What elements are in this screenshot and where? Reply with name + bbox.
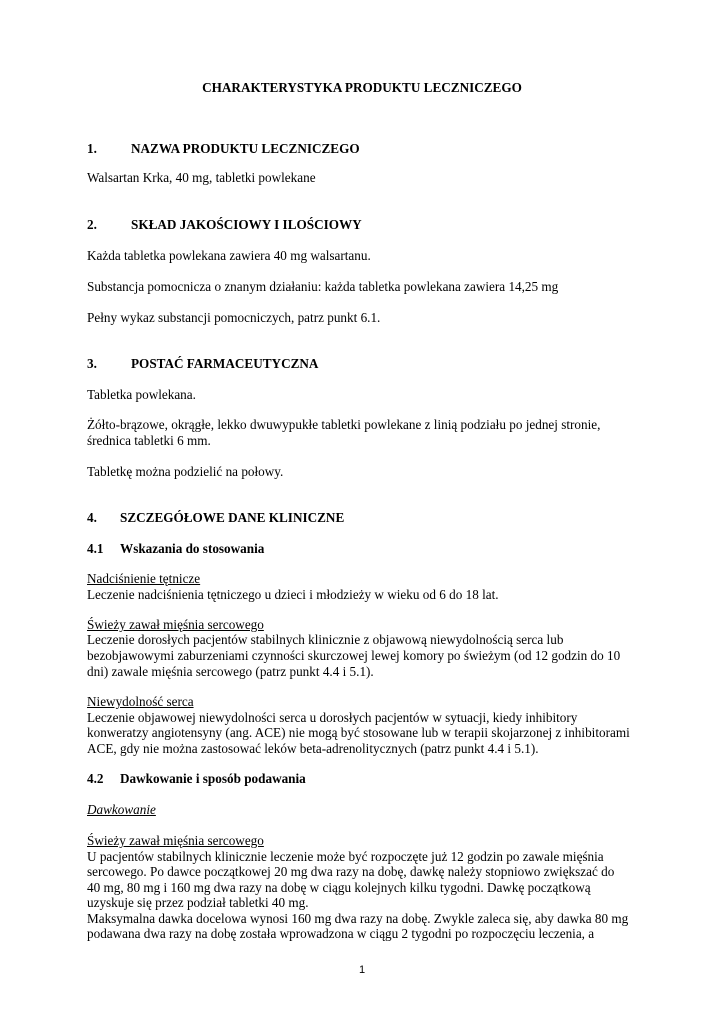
dosage-line-5: Maksymalna dawka docelowa wynosi 160 mg dwa razy na dobę. Zwykle zaleca się, aby dawka 80 mg [87,911,629,926]
heart-failure-line-2: konweratzy angiotensyny (ang. ACE) nie mogą być stosowane lub w terapii skojarzonej z inhibitorami [87,725,630,740]
composition-paragraph-3: Pełny wykaz substancji pomocniczych, patrz punkt 6.1. [87,310,381,325]
section-2-number: 2. [87,217,97,232]
subsection-4-2-heading [87,771,306,787]
subsection-4-2-title: Dawkowanie i sposób podawania [120,771,306,786]
section-3-title: POSTAĆ FARMACEUTYCZNA [131,356,319,371]
dosage-line-3: 40 mg, 80 mg i 160 mg dwa razy na dobę w ciągu kolejnych kilku tygodni. Dawkę początkową [87,880,591,895]
section-3-heading [87,356,319,372]
page-number: 1 [358,964,366,976]
form-paragraph-2-line-2: średnica tabletki 6 mm. [87,433,211,448]
subsection-4-1-title: Wskazania do stosowania [120,541,265,556]
dosage-line-4: uzyskuje się przez podział tabletki 40 mg. [87,895,309,910]
myocardial-infarction-line-2: bezobjawowymi zaburzeniami czynności skurczowej lewej komory po świeżym (od 12 godzin do 10 [87,648,621,663]
hypertension-subheading: Nadciśnienie tętnicze [87,571,201,586]
dosage-infarction-subheading: Świeży zawał mięśnia sercowego [87,833,264,848]
heart-failure-line-3: ACE, gdy nie można zastosować leków beta-adrenolitycznych (patrz punkt 4.4 i 5.1). [87,741,539,756]
product-name-text: Walsartan Krka, 40 mg, tabletki powlekane [87,170,316,185]
section-2-heading [87,217,362,233]
section-4-heading [87,510,345,526]
section-4-title: SZCZEGÓŁOWE DANE KLINICZNE [120,510,345,525]
form-paragraph-1: Tabletka powlekana. [87,387,196,402]
form-paragraph-2-line-1: Żółto-brązowe, okrągłe, lekko dwuwypukłe tabletki powlekane z linią podziału po jednej stronie, [87,417,601,432]
section-3-number: 3. [87,356,97,371]
heart-failure-subheading: Niewydolność serca [87,694,194,709]
dosage-line-6: podawana dwa razy na dobę została wprowadzona w ciągu 2 tygodni po rozpoczęciu leczenia, a [87,926,595,941]
section-1-heading [87,141,360,157]
form-paragraph-3: Tabletkę można podzielić na połowy. [87,464,284,479]
composition-paragraph-1: Każda tabletka powlekana zawiera 40 mg walsartanu. [87,248,371,263]
myocardial-infarction-line-3: dni) zawale mięśnia sercowego (patrz punkt 4.4 i 5.1). [87,664,374,679]
section-4-number: 4. [87,510,97,525]
myocardial-infarction-line-1: Leczenie dorosłych pacjentów stabilnych klinicznie z objawową niewydolnością serca lub [87,632,564,647]
document-title: CHARAKTERYSTYKA PRODUKTU LECZNICZEGO [202,80,522,95]
section-2-title: SKŁAD JAKOŚCIOWY I ILOŚCIOWY [131,217,362,232]
subsection-4-1-heading [87,541,265,557]
dosage-line-1: U pacjentów stabilnych klinicznie leczenie może być rozpoczęte już 12 godzin po zawale mięśnia [87,849,604,864]
section-1-title: NAZWA PRODUKTU LECZNICZEGO [131,141,360,156]
heart-failure-line-1: Leczenie objawowej niewydolności serca u dorosłych pacjentów w sytuacji, kiedy inhibitory [87,710,578,725]
subsection-4-2-number: 4.2 [87,771,104,786]
section-1-number: 1. [87,141,97,156]
myocardial-infarction-subheading: Świeży zawał mięśnia sercowego [87,617,264,632]
dosage-subheading: Dawkowanie [87,802,156,817]
composition-paragraph-2: Substancja pomocnicza o znanym działaniu: każda tabletka powlekana zawiera 14,25 mg [87,279,559,294]
subsection-4-1-number: 4.1 [87,541,104,556]
hypertension-text: Leczenie nadciśnienia tętniczego u dzieci i młodzieży w wieku od 6 do 18 lat. [87,587,499,602]
dosage-line-2: sercowego. Po dawce początkowej 20 mg dwa razy na dobę, dawkę należy stopniowo zwiększać do [87,864,615,879]
